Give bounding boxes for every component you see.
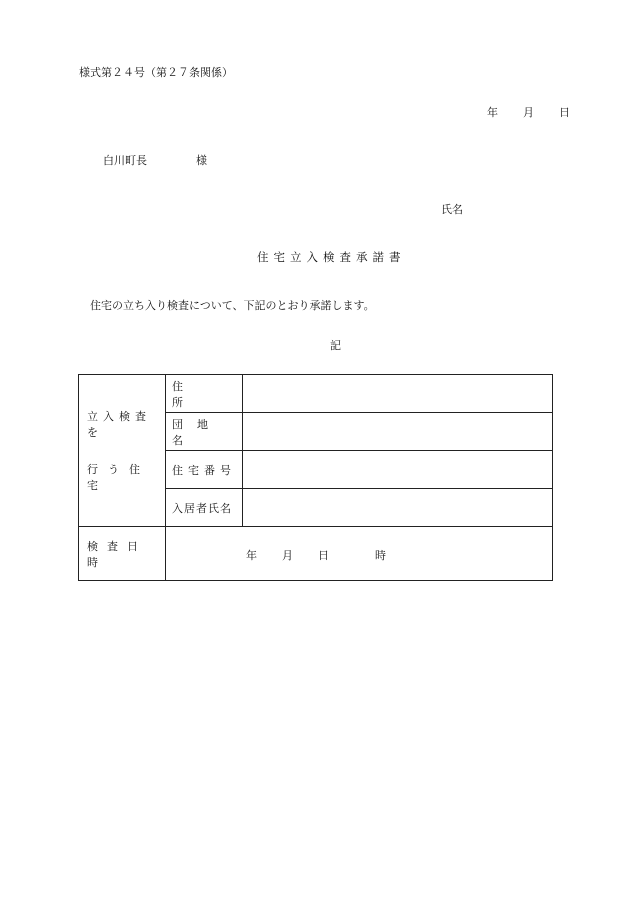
recipient-name: 白川町長 [103, 154, 147, 167]
inspection-datetime-label: 検査日時 [79, 527, 166, 581]
address-field[interactable] [243, 375, 553, 413]
complex-name-field[interactable] [243, 413, 553, 451]
resident-name-field[interactable] [243, 489, 553, 527]
inspection-day: 日 [318, 549, 329, 562]
date-year: 年 [487, 106, 498, 119]
inspection-form-table [78, 374, 553, 581]
document-title: 住宅立入検査承諾書 [257, 250, 406, 264]
housing-number-label: 住宅番号 [166, 451, 243, 489]
resident-name-label: 入居者氏名 [166, 489, 243, 527]
target-housing-label-line2: 行う住宅 [87, 463, 150, 492]
recipient [103, 154, 207, 167]
form-number: 様式第２４号（第２７条関係） [79, 66, 233, 79]
recipient-honorific: 様 [196, 154, 207, 167]
target-housing-label-line1: 立入検査を [87, 410, 151, 439]
table-row [79, 527, 553, 581]
applicant-name-label: 氏名 [441, 203, 463, 216]
complex-name-label: 団地名 [166, 413, 243, 451]
date-day: 日 [559, 106, 570, 119]
housing-number-field[interactable] [243, 451, 553, 489]
inspection-datetime-field[interactable] [166, 527, 553, 581]
inspection-year: 年 [246, 549, 257, 562]
ki-heading: 記 [330, 339, 341, 352]
target-housing-label [79, 375, 166, 527]
inspection-month: 月 [282, 549, 293, 562]
body-text: 住宅の立ち入り検査について、下記のとおり承諾します。 [90, 299, 375, 312]
inspection-hour: 時 [375, 549, 386, 562]
date-month: 月 [523, 106, 534, 119]
table-row [79, 375, 553, 413]
address-label: 住所 [166, 375, 243, 413]
